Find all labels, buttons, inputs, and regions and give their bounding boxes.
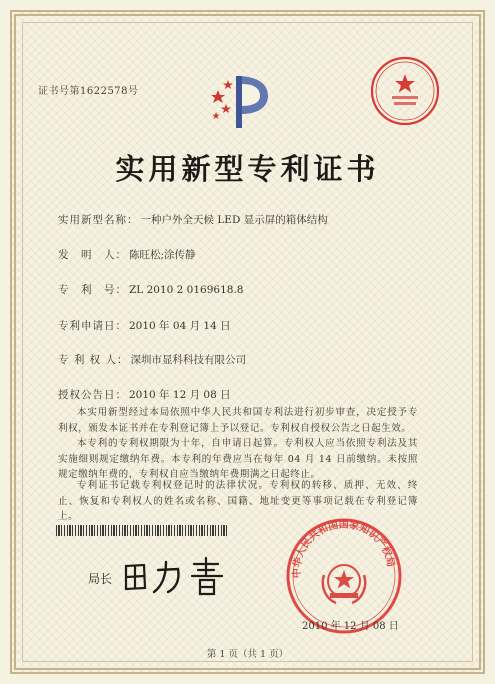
field-value: 2010 年 04 月 14 日 [129,320,231,332]
field-value: 2010 年 12 月 08 日 [129,389,231,401]
field-value: 一种户外全天候 LED 显示屏的箱体结构 [140,214,328,226]
page-number: 第 1 页（共 1 页） [206,649,289,660]
paragraph-term: 本专利的专利权期限为十年，自申请日起算。专利权人应当依照专利法及其实施细则规定缴纳年费。本专利的年费应当在每年 04 月 14 日前缴纳。未按照规定缴纳年费的，专利权自应当缴纳年费期满之日起终止。 [58,438,418,480]
field-label: 专 利 权 人： [58,354,129,366]
field-value: 深圳市显科科技有限公司 [130,354,247,366]
sipo-logo-icon [206,70,282,132]
field-label: 发 明 人： [58,249,127,261]
director-label: 局长 [88,572,113,586]
grant-date [58,387,231,402]
field-value: ZL 2010 2 0169618.8 [129,284,244,296]
patent-holder [58,352,246,367]
paragraph-record: 专利证书记载专利权登记时的法律状况。专利权的转移、质押、无效、终止、恢复和专利权人的姓名或名称、国籍、地址变更等事项记载在专利登记簿上。 [58,480,418,522]
signature-icon [118,552,238,602]
seal-date: 2010 年 12 月 08 日 [302,621,399,632]
barcode-icon [56,525,228,536]
field-label: 授权公告日： [58,389,127,401]
field-label: 实用新型名称： [58,214,139,226]
official-seal-icon [368,54,442,128]
certificate-number: 证书号第1622578号 [38,86,139,97]
utility-model-name [58,212,328,227]
svg-text:中华人民共和国国家知识产权局: 中华人民共和国国家知识产权局 [291,519,396,579]
patent-number [58,282,243,297]
paragraph-grant: 本实用新型经过本局依照中华人民共和国专利法进行初步审查，决定授予专利权，颁发本证书并在专利登记簿上予以登记。专利权自授权公告之日起生效。 [58,407,418,434]
field-label: 专利申请日： [58,320,127,332]
inventor [58,247,196,262]
filing-date [58,318,231,333]
document-title: 实用新型专利证书 [115,152,380,186]
field-value: 陈旺松;涂传静 [129,249,196,261]
field-label: 专 利 号： [58,284,127,296]
